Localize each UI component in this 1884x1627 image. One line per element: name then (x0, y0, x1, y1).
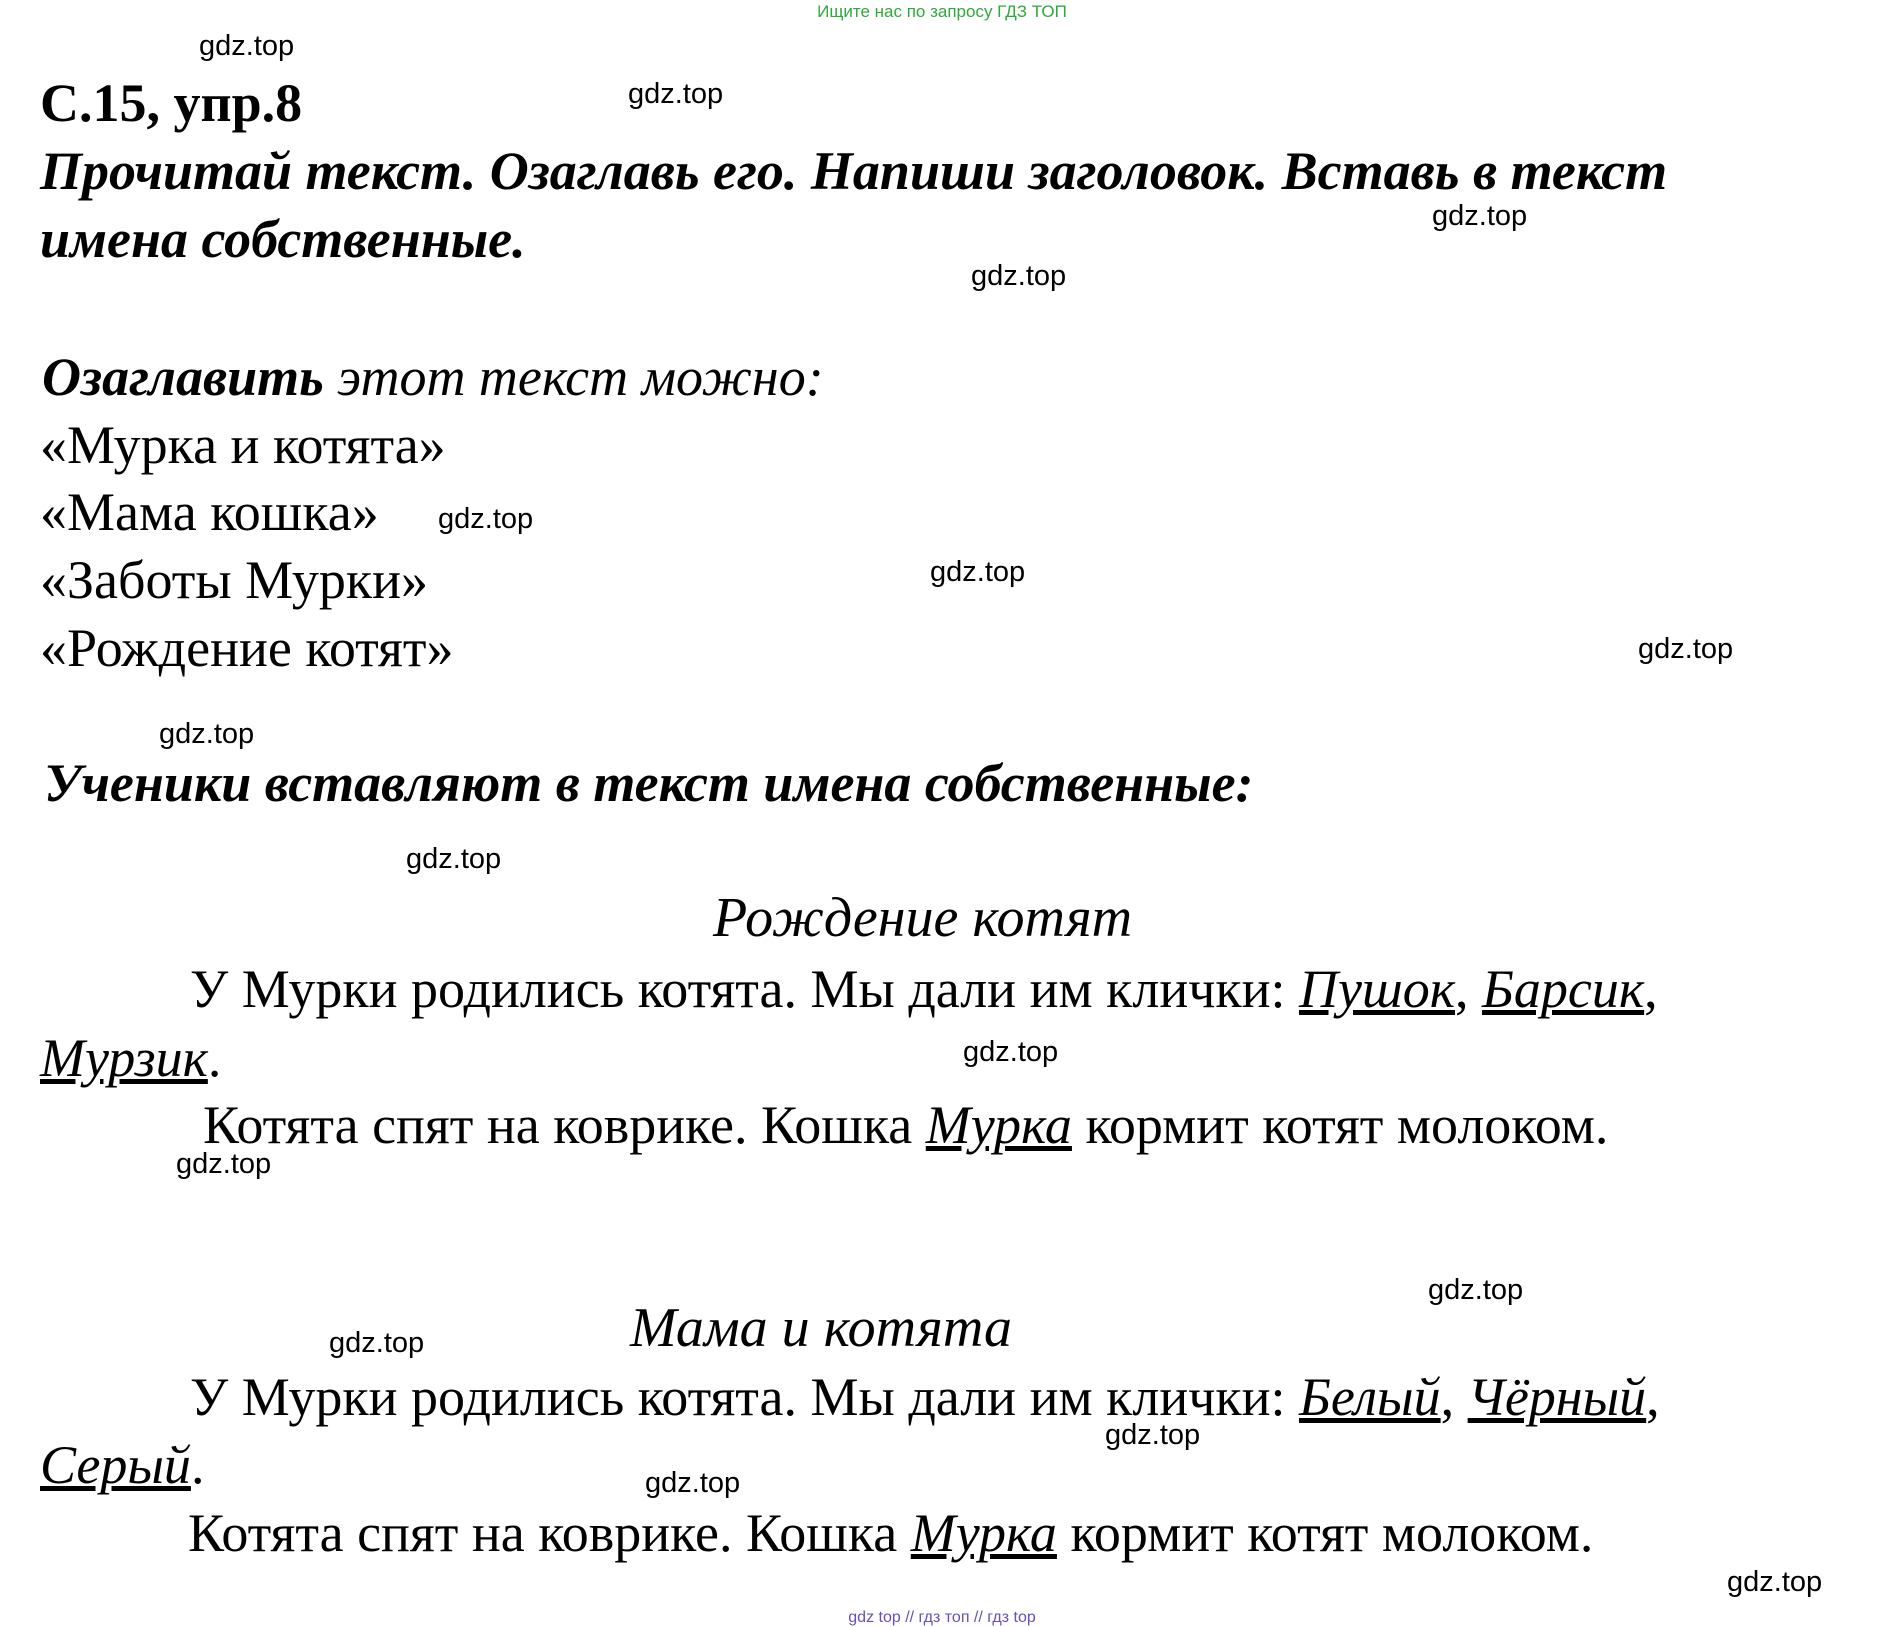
sentence-text: Котята спят на коврике. Кошка (203, 1095, 926, 1155)
title-option: «Заботы Мурки» (40, 550, 428, 610)
watermark: gdz.top (628, 78, 724, 110)
watermark: gdz.top (930, 556, 1026, 588)
proper-name: Серый (40, 1435, 191, 1495)
story-paragraph-1 (190, 1366, 1660, 1428)
separator: , (1646, 1367, 1660, 1427)
subheading: Ученики вставляют в текст имена собственные: (44, 753, 1254, 813)
watermark: gdz.top (1638, 633, 1734, 665)
story-paragraph-1 (190, 958, 1658, 1020)
sentence-end: . (190, 1435, 205, 1495)
watermark: gdz.top (1105, 1419, 1201, 1451)
proper-name: Мурзик (40, 1028, 208, 1088)
sentence-text: У Мурки родились котята. Мы дали им клички: (190, 1367, 1300, 1427)
title-option: «Мурка и котята» (40, 415, 446, 475)
watermark: gdz.top (159, 718, 255, 750)
sentence-text: кормит котят молоком. (1056, 1503, 1594, 1563)
watermark: gdz.top (1727, 1566, 1823, 1598)
watermark: gdz.top (971, 260, 1067, 292)
task-line-1: Прочитай текст. Озаглавь его. Напиши заголовок. Вставь в текст (40, 141, 1668, 201)
watermark: gdz.top (1428, 1274, 1524, 1306)
story-paragraph-1-cont (40, 1027, 221, 1089)
title-option: «Мама кошка» (40, 482, 379, 542)
watermark: gdz.top (963, 1036, 1059, 1068)
cat-name: Мурка (910, 1503, 1057, 1563)
intro-line (42, 346, 824, 408)
watermark: gdz.top (329, 1327, 425, 1359)
intro-rest: этот текст можно: (323, 347, 824, 407)
cat-name: Мурка (925, 1095, 1072, 1155)
sentence-text: Котята спят на коврике. Кошка (188, 1503, 911, 1563)
story-title: Мама и котята (630, 1297, 1012, 1359)
watermark: gdz.top (199, 30, 295, 62)
story-paragraph-1-cont (40, 1434, 204, 1496)
story-paragraph-2 (203, 1094, 1608, 1156)
footer-links[interactable]: gdz top // гдз топ // гдз top (848, 1609, 1036, 1626)
separator: , (1644, 959, 1658, 1019)
story-paragraph-2 (188, 1502, 1593, 1564)
proper-name: Пушок (1299, 959, 1456, 1019)
page-title: С.15, упр.8 (40, 73, 303, 133)
watermark: gdz.top (1432, 200, 1528, 232)
story-title: Рождение котят (713, 887, 1133, 949)
proper-name: Чёрный (1467, 1367, 1647, 1427)
intro-bold: Озаглавить (42, 347, 324, 407)
watermark: gdz.top (406, 843, 502, 875)
task-line-2: имена собственные. (40, 209, 526, 269)
title-option: «Рождение котят» (40, 618, 454, 678)
separator: , (1440, 1367, 1468, 1427)
sentence-end: . (207, 1028, 222, 1088)
search-hint-link[interactable]: Ищите нас по запросу ГДЗ ТОП (817, 2, 1067, 21)
proper-name: Белый (1299, 1367, 1441, 1427)
sentence-text: кормит котят молоком. (1071, 1095, 1609, 1155)
watermark: gdz.top (438, 503, 534, 535)
proper-name: Барсик (1482, 959, 1645, 1019)
sentence-text: У Мурки родились котята. Мы дали им клички: (190, 959, 1300, 1019)
watermark: gdz.top (176, 1148, 272, 1180)
watermark: gdz.top (645, 1467, 741, 1499)
separator: , (1455, 959, 1483, 1019)
